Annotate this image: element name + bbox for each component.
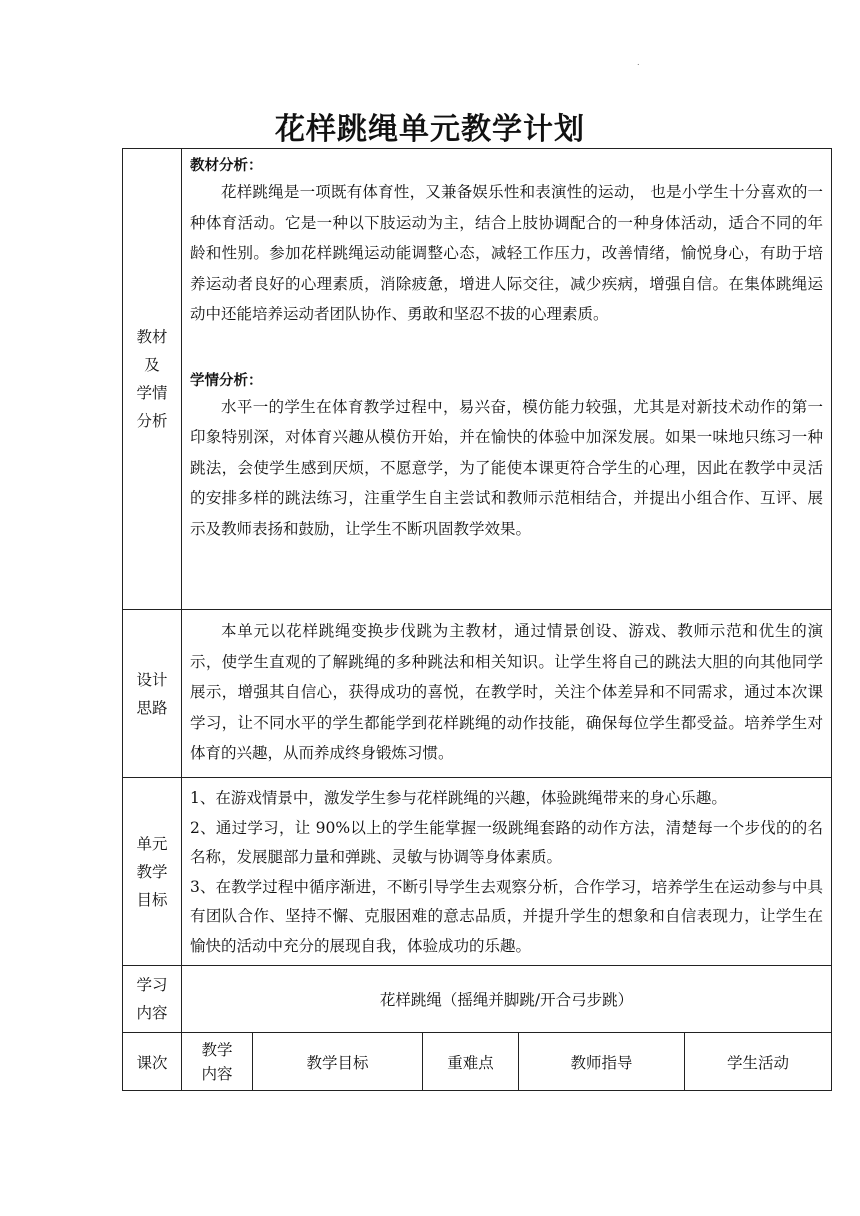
content-label: 学习 内容 <box>123 966 182 1033</box>
col-lesson: 课次 <box>123 1033 182 1091</box>
objectives-label: 单元 教学 目标 <box>123 778 182 966</box>
lesson-header-row <box>123 1033 832 1091</box>
material-heading: 教材分析： <box>190 158 263 174</box>
analysis-content <box>182 149 832 610</box>
objective-item: 3、在教学过程中循序渐进，不断引导学生去观察分析，合作学习，培养学生在运动参与中具有团队合作、坚持不懈、克服困难的意志品质，并提升学生的想象和自信表现力，让学生在愉快的活动中充分的展现自我，体验成功的乐趣。 <box>190 877 824 955</box>
page-title: 花样跳绳单元教学计划 <box>275 112 585 147</box>
plan-table <box>122 148 832 1091</box>
design-text: 本单元以花样跳绳变换步伐跳为主教材，通过情景创设、游戏、教师示范和优生的演示，使学生直观的了解跳绳的多种跳法和相关知识。让学生将自己的跳法大胆的向其他同学展示，增强其自信心，获得成功的喜悦，在教学时，关注个体差异和不同需求，通过本次课学习，让不同水平的学生都能学到花样跳绳的动作技能，确保每位学生都受益。培养学生对体育的兴趣，从而养成终身锻炼习惯。 <box>190 622 824 762</box>
objective-item: 1、在游戏情景中，激发学生参与花样跳绳的兴趣，体验跳绳带来的身心乐趣。 <box>190 789 727 807</box>
col-teaching-goal: 教学目标 <box>253 1033 423 1091</box>
col-key-points: 重难点 <box>423 1033 519 1091</box>
objectives-row <box>123 778 832 966</box>
analysis-label: 教材 及 学情 分析 <box>123 149 182 610</box>
content-text: 花样跳绳（摇绳并脚跳/开合弓步跳） <box>182 966 832 1033</box>
analysis-row <box>123 149 832 610</box>
content-row <box>123 966 832 1033</box>
col-student-activity: 学生活动 <box>685 1033 832 1091</box>
design-content <box>182 610 832 778</box>
objectives-content <box>182 778 832 966</box>
student-heading: 学情分析： <box>190 372 263 389</box>
col-teacher-guidance: 教师指导 <box>519 1033 685 1091</box>
col-teaching-content: 教学 内容 <box>182 1033 253 1091</box>
header-mark: . <box>637 58 640 67</box>
design-label: 设计 思路 <box>123 610 182 778</box>
design-row <box>123 610 832 778</box>
material-text: 花样跳绳是一项既有体育性，又兼备娱乐性和表演性的运动， 也是小学生十分喜欢的一种体育活动。它是一种以下肢运动为主，结合上肢协调配合的一种身体活动，适合不同的年龄和性别。参加花样跳绳运动能调整心态，减轻工作压力，改善情绪，愉悦身心，有助于培养运动者良好的心理素质，消除疲惫，增进人际交往，减少疾病，增强自信。在集体跳绳运动中还能培养运动者团队协作、勇敢和坚忍不拔的心理素质。 <box>190 183 824 323</box>
student-text: 水平一的学生在体育教学过程中，易兴奋，模仿能力较强，尤其是对新技术动作的第一印象特别深，对体育兴趣从模仿开始，并在愉快的体验中加深发展。如果一味地只练习一种跳法，会使学生感到厌烦，不愿意学，为了能使本课更符合学生的心理，因此在教学中灵活的安排多样的跳法练习，注重学生自主尝试和教师示范相结合，并提出小组合作、互评、展示及教师表扬和鼓励，让学生不断巩固教学效果。 <box>190 397 824 538</box>
objective-item: 2、通过学习，让 90%以上的学生能掌握一级跳绳套路的动作方法，清楚每一个步伐的的名名称，发展腿部力量和弹跳、灵敏与协调等身体素质。 <box>190 818 824 866</box>
